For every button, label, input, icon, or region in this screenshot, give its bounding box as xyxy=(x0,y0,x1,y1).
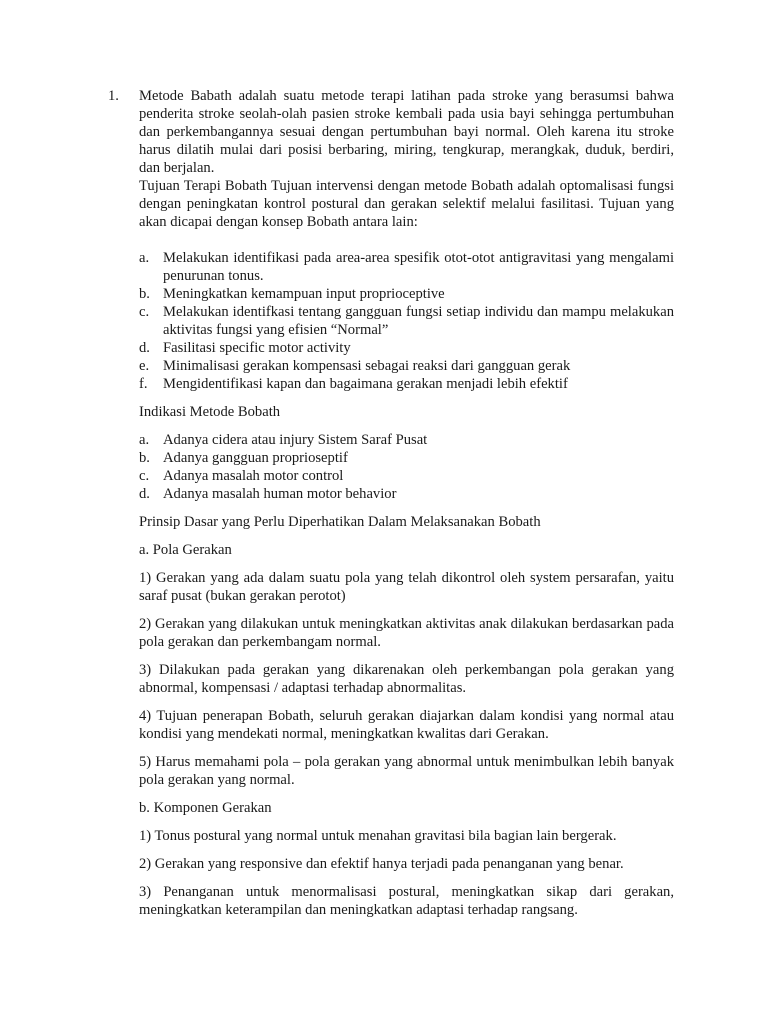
list-item: a. Adanya cidera atau injury Sistem Saraf Pusat xyxy=(139,432,428,448)
komponen-item: 1) Tonus postural yang normal untuk menahan gravitasi bila bagian lain bergerak. xyxy=(139,828,617,844)
intro-paragraph: Metode Babath adalah suatu metode terapi latihan pada stroke yang berasumsi bahwa penderita stroke seolah-olah pasien stroke kembali pada usia bayi sehingga pertumbuhan dan perkembangannya sesuai dengan pertumbuhan bayi normal. Oleh karena itu stroke harus dilatih mulai dari posisi berbaring, miring, tengkurap, merangkak, duduk, berdiri, dan berjalan. xyxy=(139,88,674,176)
pola-item: 4) Tujuan penerapan Bobath, seluruh gerakan diajarkan dalam kondisi yang normal atau kondisi yang mendekati normal, meningkatkan kwalitas dari Gerakan. xyxy=(139,708,674,742)
goal-paragraph: Tujuan Terapi Bobath Tujuan intervensi dengan metode Bobath adalah optomalisasi fungsi dengan peningkatan kontrol postural dan gerakan selektif melalui fasilitasi. Tujuan yang akan dicapai dengan konsep Bobath antara lain: xyxy=(139,178,674,230)
list-item: c. Adanya masalah motor control xyxy=(139,468,344,484)
list-item: d. Fasilitasi specific motor activity xyxy=(139,340,351,356)
pola-item: 3) Dilakukan pada gerakan yang dikarenakan oleh perkembangan pola gerakan yang abnormal, kompensasi / adaptasi terhadap abnormalitas. xyxy=(139,662,674,696)
list-item: a. Melakukan identifikasi pada area-area spesifik otot-otot antigravitasi yang mengalami penurunan tonus. xyxy=(139,250,674,284)
komponen-item: 3) Penanganan untuk menormalisasi postural, meningkatkan sikap dari gerakan, meningkatkan keterampilan dan meningkatkan adaptasi terhadap rangsang. xyxy=(139,884,674,918)
goals-list xyxy=(139,249,674,393)
list-item: b. Meningkatkan kemampuan input proprioceptive xyxy=(139,286,445,302)
pola-item: 5) Harus memahami pola – pola gerakan yang abnormal untuk menimbulkan lebih banyak pola gerakan yang normal. xyxy=(139,754,674,788)
list-item: b. Adanya gangguan proprioseptif xyxy=(139,450,348,466)
pola-item: 2) Gerakan yang dilakukan untuk meningkatkan aktivitas anak dilakukan berdasarkan pada pola gerakan dan perkembangam normal. xyxy=(139,616,674,650)
section-heading-prinsip: Prinsip Dasar yang Perlu Diperhatikan Dalam Melaksanakan Bobath xyxy=(139,514,541,530)
subheading-pola-gerakan: a. Pola Gerakan xyxy=(139,542,232,558)
list-item: d. Adanya masalah human motor behavior xyxy=(139,486,397,502)
list-item: e. Minimalisasi gerakan kompensasi sebagai reaksi dari gangguan gerak xyxy=(139,358,571,374)
section-heading-indikasi: Indikasi Metode Bobath xyxy=(139,404,281,420)
subheading-komponen-gerakan: b. Komponen Gerakan xyxy=(139,800,272,816)
item-number: 1. xyxy=(108,88,119,104)
indikasi-list xyxy=(139,431,674,503)
komponen-item: 2) Gerakan yang responsive dan efektif hanya terjadi pada penanganan yang benar. xyxy=(139,856,624,872)
pola-item: 1) Gerakan yang ada dalam suatu pola yang telah dikontrol oleh system persarafan, yaitu saraf pusat (bukan gerakan perotot) xyxy=(139,570,674,604)
item-content xyxy=(139,87,674,919)
list-item: c. Melakukan identifkasi tentang gangguan fungsi setiap individu dan mampu melakukan aktivitas fungsi yang efisien “Normal” xyxy=(139,304,674,338)
list-item: f. Mengidentifikasi kapan dan bagaimana gerakan menjadi lebih efektif xyxy=(139,376,568,392)
